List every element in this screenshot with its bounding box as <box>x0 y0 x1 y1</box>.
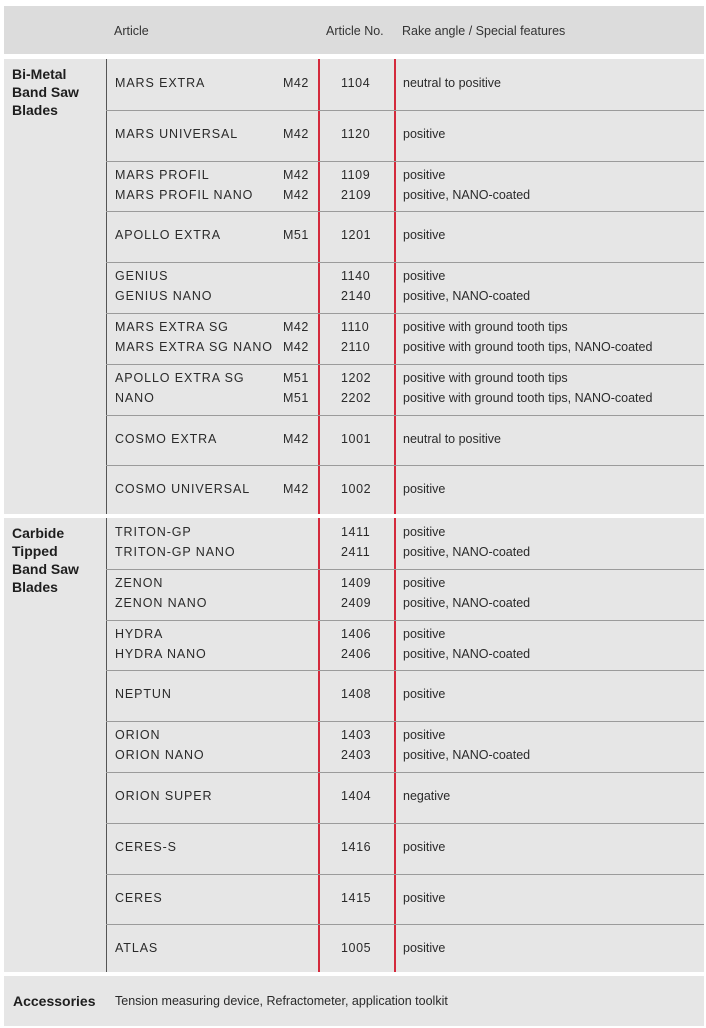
article-name: TRITON-GP NANO <box>115 545 236 559</box>
article-number: 1005 <box>341 941 372 956</box>
table-row <box>106 721 704 772</box>
article-number: 1408 <box>341 687 372 702</box>
feature-text: positive <box>403 269 446 284</box>
category-line: Tipped <box>12 543 58 559</box>
feature-text: neutral to positive <box>403 76 501 90</box>
feature-text: positive <box>403 728 446 743</box>
article-number: 2409 <box>341 595 372 610</box>
feature-text: positive <box>403 228 446 243</box>
category-title <box>12 65 79 119</box>
article-name: MARS PROFIL NANO <box>115 187 254 202</box>
article-number: 1001 <box>341 431 372 446</box>
article-name: HYDRA <box>115 626 164 641</box>
article-name: ZENON NANO <box>115 595 208 610</box>
feature-text: positive, NANO-coated <box>403 289 531 304</box>
article-number: 1120 <box>341 126 371 141</box>
feature-text: positive, NANO-coated <box>403 187 531 202</box>
table-row <box>106 211 704 262</box>
table-row <box>106 518 704 569</box>
table-row <box>106 670 704 721</box>
header-article: Article <box>114 24 149 38</box>
table-row <box>106 465 704 516</box>
feature-text: positive <box>403 575 446 590</box>
feature-text: positive <box>403 167 446 182</box>
article-number: 1404 <box>341 789 372 803</box>
material-grade: M42 <box>283 320 309 334</box>
article-number: 1409 <box>341 575 372 590</box>
material-grade: M42 <box>283 76 309 90</box>
article-name: ATLAS <box>115 941 159 956</box>
table-row <box>106 620 704 671</box>
article-name: GENIUS <box>115 269 169 284</box>
table-row <box>106 313 704 364</box>
article-number: 2411 <box>341 545 371 559</box>
article-name: MARS EXTRA SG NANO <box>115 340 273 354</box>
feature-text: positive, NANO-coated <box>403 545 531 559</box>
article-number: 2202 <box>341 390 372 405</box>
table-row <box>106 874 704 925</box>
table-row <box>106 161 704 212</box>
table-row <box>106 262 704 313</box>
table-row <box>106 772 704 823</box>
material-grade: M51 <box>283 370 309 385</box>
category-line: Blades <box>12 102 58 118</box>
article-number: 1403 <box>341 728 372 743</box>
article-name: MARS EXTRA SG <box>115 320 229 334</box>
material-grade: M42 <box>283 482 309 497</box>
article-number: 2110 <box>341 340 371 354</box>
feature-text: positive <box>403 525 446 539</box>
feature-text: positive, NANO-coated <box>403 595 531 610</box>
table-row <box>106 569 704 620</box>
material-grade: M42 <box>283 167 309 182</box>
header-features: Rake angle / Special features <box>402 24 566 38</box>
category-line: Carbide <box>12 525 65 541</box>
feature-text: neutral to positive <box>403 431 501 446</box>
article-name: ORION NANO <box>115 748 205 763</box>
category-line: Band Saw <box>12 84 79 100</box>
feature-text: positive <box>403 687 446 702</box>
article-name: NANO <box>115 390 155 405</box>
article-number: 1416 <box>341 839 372 854</box>
material-grade: M42 <box>283 187 309 202</box>
material-grade: M42 <box>283 126 309 141</box>
article-number: 1002 <box>341 482 372 497</box>
article-number: 1411 <box>341 525 371 539</box>
article-number: 2140 <box>341 289 372 304</box>
feature-text: positive <box>403 626 446 641</box>
feature-text: positive with ground tooth tips <box>403 370 568 385</box>
category-title <box>12 524 79 596</box>
material-grade: M51 <box>283 228 309 243</box>
table-row <box>106 415 704 466</box>
feature-text: positive <box>403 941 446 956</box>
material-grade: M51 <box>283 390 309 405</box>
article-name: CERES-S <box>115 839 177 854</box>
article-number: 2403 <box>341 748 372 763</box>
accessories-text: Tension measuring device, Refractometer, application toolkit <box>115 994 448 1008</box>
feature-text: positive <box>403 839 446 854</box>
article-number: 1201 <box>341 228 372 243</box>
article-name: GENIUS NANO <box>115 289 213 304</box>
article-name: NEPTUN <box>115 687 172 702</box>
feature-text: positive, NANO-coated <box>403 646 531 661</box>
article-name: ORION SUPER <box>115 789 213 803</box>
article-number: 1415 <box>341 890 372 905</box>
table-row <box>106 823 704 874</box>
category-line: Bi-Metal <box>12 66 67 82</box>
article-name: MARS EXTRA <box>115 76 206 90</box>
category-line: Blades <box>12 579 58 595</box>
feature-text: positive with ground tooth tips <box>403 320 568 334</box>
feature-text: positive, NANO-coated <box>403 748 531 763</box>
feature-text: positive with ground tooth tips, NANO-coated <box>403 340 653 354</box>
article-number: 1104 <box>341 76 371 90</box>
article-name: MARS UNIVERSAL <box>115 126 239 141</box>
article-number: 1406 <box>341 626 372 641</box>
header-article-no: Article No. <box>326 24 384 38</box>
article-name: COSMO UNIVERSAL <box>115 482 251 497</box>
article-name: COSMO EXTRA <box>115 431 218 446</box>
table-header <box>4 6 704 54</box>
table-row <box>106 924 704 975</box>
article-number: 1109 <box>341 167 371 182</box>
article-name: MARS PROFIL <box>115 167 210 182</box>
accessories-title: Accessories <box>13 993 96 1009</box>
article-number: 1140 <box>341 269 371 284</box>
article-name: APOLLO EXTRA <box>115 228 221 243</box>
article-number: 2109 <box>341 187 372 202</box>
table-row <box>106 110 704 161</box>
article-name: CERES <box>115 890 163 905</box>
material-grade: M42 <box>283 340 309 354</box>
table-row <box>106 364 704 415</box>
article-number: 1110 <box>341 320 370 334</box>
article-name: ORION <box>115 728 161 743</box>
category-line: Band Saw <box>12 561 79 577</box>
material-grade: M42 <box>283 431 309 446</box>
feature-text: positive with ground tooth tips, NANO-coated <box>403 390 653 405</box>
feature-text: positive <box>403 482 446 497</box>
feature-text: positive <box>403 890 446 905</box>
feature-text: negative <box>403 789 451 803</box>
article-number: 2406 <box>341 646 372 661</box>
article-name: HYDRA NANO <box>115 646 207 661</box>
article-name: APOLLO EXTRA SG <box>115 370 245 385</box>
article-number: 1202 <box>341 370 372 385</box>
article-name: ZENON <box>115 575 164 590</box>
accessories-row <box>4 976 704 1026</box>
feature-text: positive <box>403 126 446 141</box>
article-name: TRITON-GP <box>115 525 192 539</box>
table-row <box>106 59 704 110</box>
